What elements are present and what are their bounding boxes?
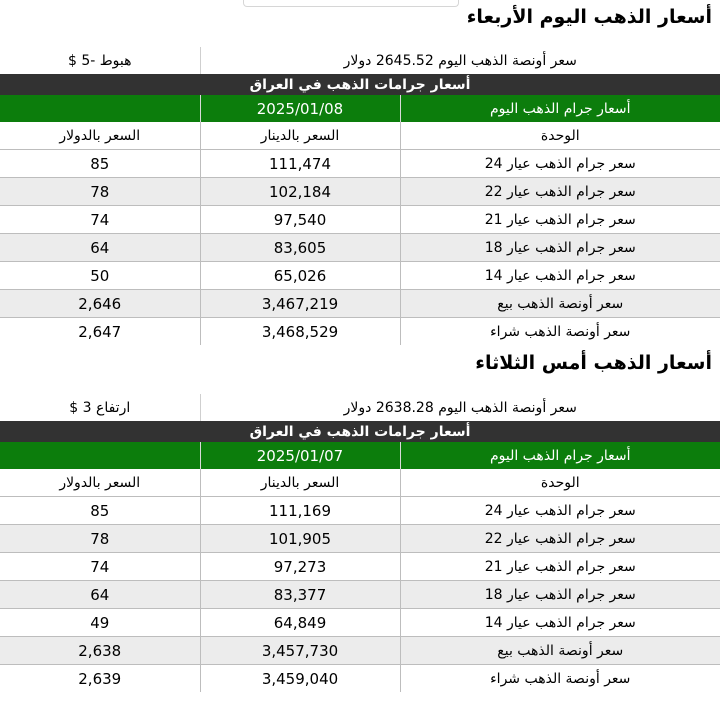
dollar-cell: 78 <box>0 178 200 206</box>
dinar-cell: 97,273 <box>200 553 400 581</box>
ounce-summary-row <box>0 47 720 74</box>
dollar-cell: 78 <box>0 525 200 553</box>
dollar-column-header: السعر بالدولار <box>0 122 200 150</box>
ounce-price-text: سعر أونصة الذهب اليوم 2638.28 دولار <box>200 394 720 421</box>
column-header-row <box>0 469 720 497</box>
table-title: أسعار جرامات الذهب في العراق <box>0 421 720 442</box>
gold-prices-table-yesterday <box>0 394 720 692</box>
table-row <box>0 497 720 525</box>
dinar-cell: 102,184 <box>200 178 400 206</box>
price-date: 2025/01/08 <box>200 95 400 122</box>
unit-cell: سعر جرام الذهب عيار 18 <box>400 581 720 609</box>
table-title-row <box>0 74 720 95</box>
dinar-cell: 3,459,040 <box>200 665 400 693</box>
unit-cell: سعر جرام الذهب عيار 21 <box>400 206 720 234</box>
unit-cell: سعر جرام الذهب عيار 22 <box>400 525 720 553</box>
table-row <box>0 150 720 178</box>
dollar-cell: 2,638 <box>0 637 200 665</box>
unit-cell: سعر جرام الذهب عيار 14 <box>400 262 720 290</box>
ounce-summary-row <box>0 394 720 421</box>
column-header-row <box>0 122 720 150</box>
dinar-cell: 3,468,529 <box>200 318 400 346</box>
table-row <box>0 206 720 234</box>
dollar-cell: 49 <box>0 609 200 637</box>
table-row <box>0 665 720 693</box>
table-row <box>0 318 720 346</box>
price-change-text: ارتفاع 3 $ <box>69 399 131 416</box>
ounce-price-text: سعر أونصة الذهب اليوم 2645.52 دولار <box>200 47 720 74</box>
table-title-row <box>0 421 720 442</box>
unit-cell: سعر أونصة الذهب شراء <box>400 318 720 346</box>
table-row <box>0 609 720 637</box>
unit-cell: سعر جرام الذهب عيار 14 <box>400 609 720 637</box>
unit-column-header: الوحدة <box>400 122 720 150</box>
unit-cell: سعر أونصة الذهب بيع <box>400 290 720 318</box>
dollar-cell: 2,647 <box>0 318 200 346</box>
dinar-cell: 65,026 <box>200 262 400 290</box>
unit-cell: سعر أونصة الذهب شراء <box>400 665 720 693</box>
unit-cell: سعر أونصة الذهب بيع <box>400 637 720 665</box>
dollar-cell: 85 <box>0 150 200 178</box>
dinar-cell: 83,377 <box>200 581 400 609</box>
table-row <box>0 262 720 290</box>
dinar-cell: 83,605 <box>200 234 400 262</box>
unit-cell: سعر جرام الذهب عيار 24 <box>400 150 720 178</box>
unit-cell: سعر جرام الذهب عيار 18 <box>400 234 720 262</box>
dollar-cell: 64 <box>0 581 200 609</box>
dinar-cell: 3,467,219 <box>200 290 400 318</box>
dollar-cell: 74 <box>0 553 200 581</box>
section-heading-yesterday: أسعار الذهب أمس الثلاثاء <box>475 352 712 374</box>
dinar-cell: 64,849 <box>200 609 400 637</box>
dinar-cell: 101,905 <box>200 525 400 553</box>
date-header-row <box>0 95 720 122</box>
dollar-cell: 2,646 <box>0 290 200 318</box>
table-row <box>0 637 720 665</box>
table-row <box>0 178 720 206</box>
unit-column-header: الوحدة <box>400 469 720 497</box>
price-change-text: هبوط -5 $ <box>67 52 132 69</box>
section-heading-today: أسعار الذهب اليوم الأربعاء <box>466 6 712 28</box>
unit-cell: سعر جرام الذهب عيار 22 <box>400 178 720 206</box>
table-row <box>0 525 720 553</box>
table-row <box>0 553 720 581</box>
green-empty-cell <box>0 95 200 122</box>
price-date: 2025/01/07 <box>200 442 400 469</box>
dinar-cell: 111,474 <box>200 150 400 178</box>
dollar-cell: 2,639 <box>0 665 200 693</box>
gram-price-label: أسعار جرام الذهب اليوم <box>400 442 720 469</box>
dollar-cell: 50 <box>0 262 200 290</box>
dollar-cell: 85 <box>0 497 200 525</box>
unit-cell: سعر جرام الذهب عيار 24 <box>400 497 720 525</box>
dinar-column-header: السعر بالدينار <box>200 469 400 497</box>
unit-cell: سعر جرام الذهب عيار 21 <box>400 553 720 581</box>
dollar-cell: 74 <box>0 206 200 234</box>
table-row <box>0 581 720 609</box>
gram-price-label: أسعار جرام الذهب اليوم <box>400 95 720 122</box>
dinar-cell: 111,169 <box>200 497 400 525</box>
table-row <box>0 290 720 318</box>
dinar-column-header: السعر بالدينار <box>200 122 400 150</box>
dollar-column-header: السعر بالدولار <box>0 469 200 497</box>
table-row <box>0 234 720 262</box>
date-header-row <box>0 442 720 469</box>
table-title: أسعار جرامات الذهب في العراق <box>0 74 720 95</box>
top-search-box-edge[interactable] <box>243 0 459 7</box>
dollar-cell: 64 <box>0 234 200 262</box>
green-empty-cell <box>0 442 200 469</box>
dinar-cell: 3,457,730 <box>200 637 400 665</box>
dinar-cell: 97,540 <box>200 206 400 234</box>
gold-prices-table-today <box>0 47 720 345</box>
